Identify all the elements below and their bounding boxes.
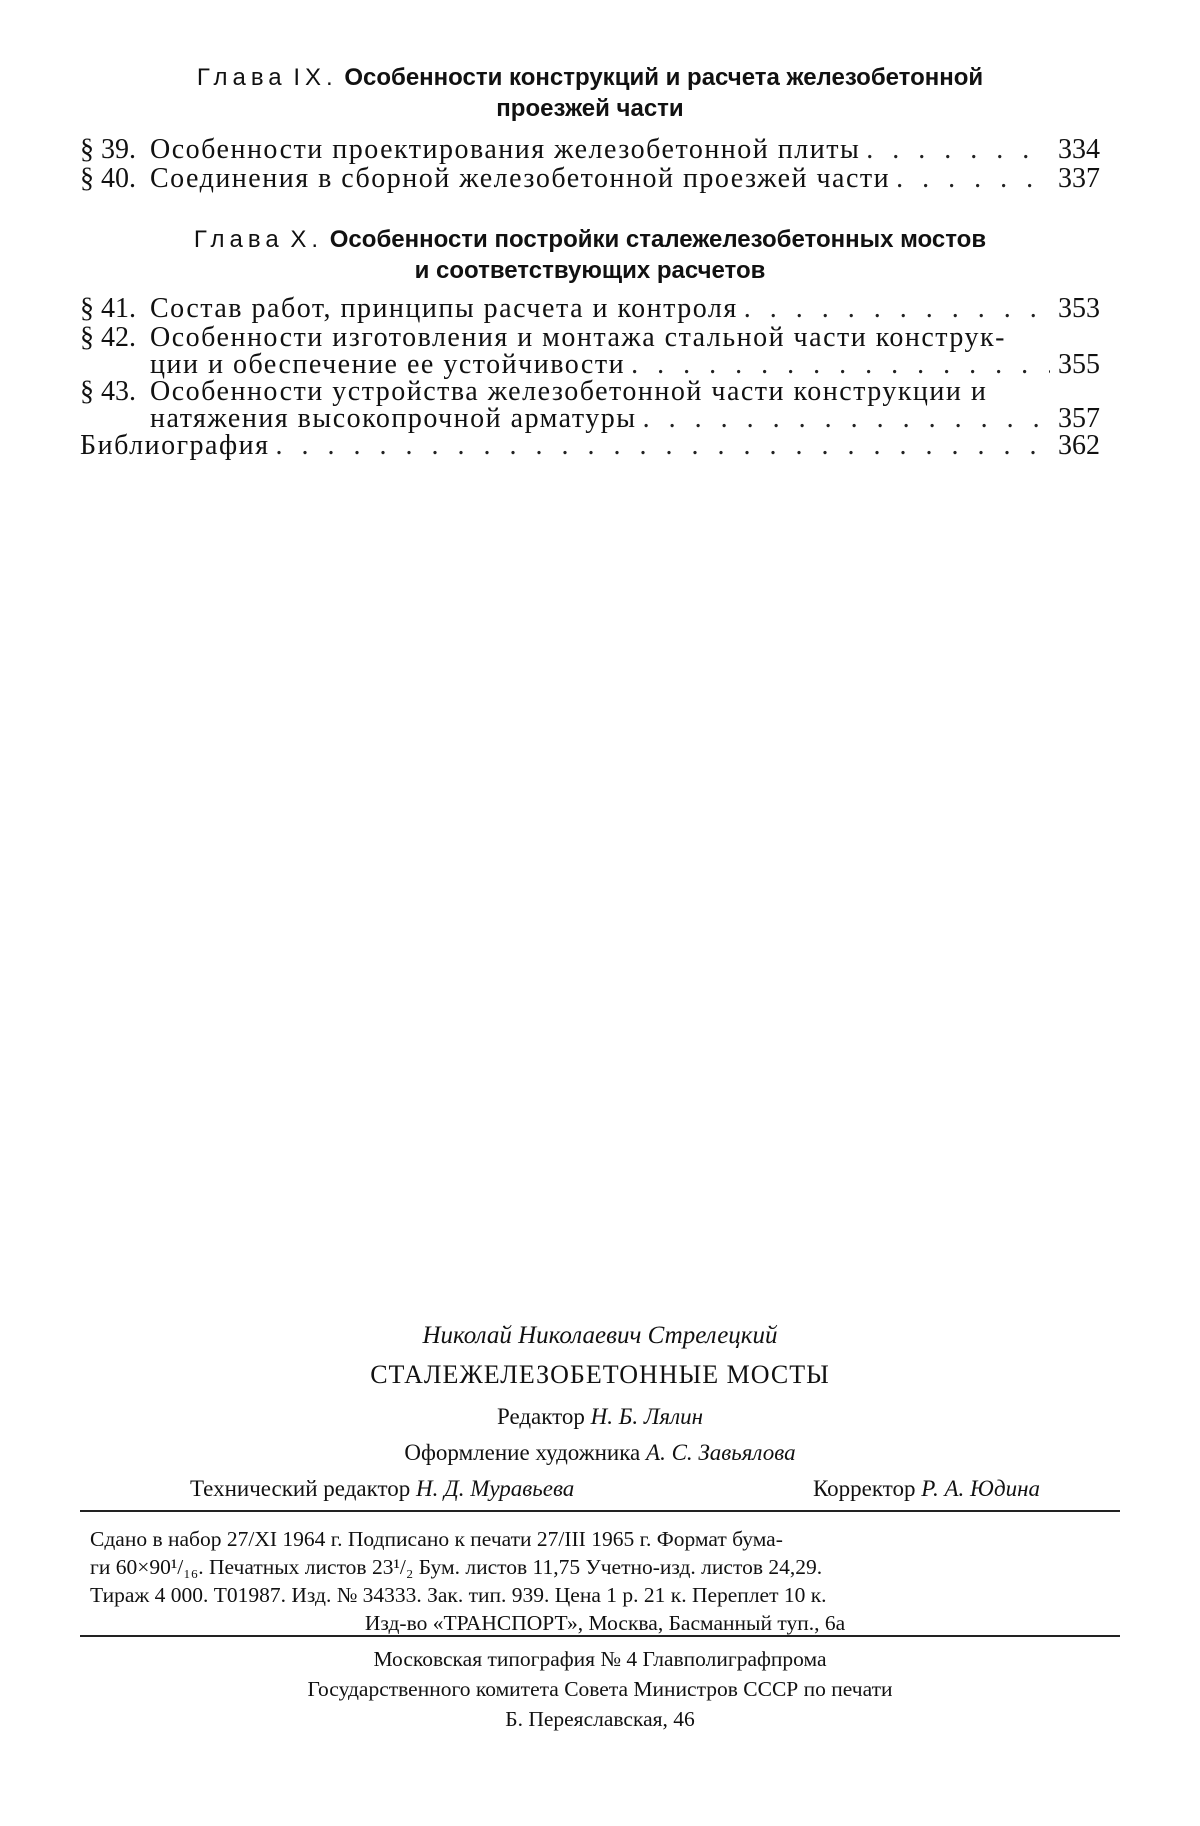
chapter-label: Глава <box>196 64 287 91</box>
tech-editor-label: Технический редактор <box>190 1476 411 1501</box>
editor-name: Н. Б. Лялин <box>590 1404 704 1429</box>
bibliography-title: Библиография <box>80 430 270 461</box>
author-name: Николай Николаевич Стрелецкий <box>422 1322 778 1349</box>
dot-leader <box>270 432 1051 459</box>
tech-credits-row <box>190 1476 1040 1502</box>
section-title-line2: натяжения высокопрочной арматуры <box>150 403 637 434</box>
dot-leader <box>637 405 1050 432</box>
page-number: 355 <box>1058 349 1100 380</box>
section-number: § 40. <box>80 163 136 194</box>
corrector-label: Корректор <box>812 1476 916 1501</box>
printer-line: Б. Переяславская, 46 <box>505 1707 695 1731</box>
chapter-number: X. <box>290 226 324 253</box>
page-number: 362 <box>1058 430 1100 461</box>
imprint-block <box>90 1525 1120 1637</box>
section-number: § 39. <box>80 134 136 165</box>
chapter-9-heading <box>80 62 1100 124</box>
designer-name: А. С. Завьялова <box>646 1440 796 1465</box>
chapter-10-heading <box>80 224 1100 286</box>
chapter-title-line2: проезжей части <box>496 95 684 122</box>
chapter-number: IX. <box>293 64 338 91</box>
chapter-title-line1: Особенности конструкций и расчета железобетонной <box>344 64 984 91</box>
dot-leader <box>890 165 1050 192</box>
chapter-title-line1: Особенности постройки сталежелезобетонных мостов <box>329 226 987 253</box>
corrector-name: Р. А. Юдина <box>921 1476 1040 1501</box>
section-number: § 41. <box>80 293 136 324</box>
section-title: Особенности проектирования железобетонной плиты <box>150 134 861 165</box>
dot-leader <box>860 136 1050 163</box>
designer-credit <box>0 1440 1200 1466</box>
imprint-line: Сдано в набор 27/XI 1964 г. Подписано к печати 27/III 1965 г. Формат бума- <box>90 1527 783 1551</box>
tech-editor-name: Н. Д. Муравьева <box>415 1476 575 1501</box>
section-title: Состав работ, принципы расчета и контроля <box>150 293 738 324</box>
imprint-line: Тираж 4 000. Т01987. Изд. № 34333. Зак. тип. 939. Цена 1 р. 21 к. Переплет 10 к. <box>90 1583 827 1607</box>
section-number: § 42. <box>80 322 136 353</box>
toc-entry-42 <box>80 324 1100 378</box>
printer-line: Государственного комитета Совета Министров СССР по печати <box>307 1677 893 1701</box>
toc-entry-39 <box>80 136 1100 163</box>
editor-credit <box>0 1404 1200 1430</box>
divider-rule-bottom <box>80 1635 1120 1637</box>
page-number: 357 <box>1058 403 1100 434</box>
imprint-line: ги 60×90¹/₁₆. Печатных листов 23¹/₂ Бум. листов 11,75 Учетно-изд. листов 24,29. <box>90 1555 823 1579</box>
corrector-credit <box>813 1476 1040 1502</box>
toc-entry-40 <box>80 165 1100 192</box>
section-title-line2: ции и обеспечение ее устойчивости <box>150 349 626 380</box>
page-number: 334 <box>1058 134 1100 165</box>
printer-line: Московская типография № 4 Главполиграфпрома <box>373 1647 827 1671</box>
toc-entry-43 <box>80 378 1100 432</box>
toc-entry-bibliography <box>80 432 1100 459</box>
dot-leader <box>625 351 1050 378</box>
tech-editor-credit <box>190 1476 574 1502</box>
chapter-title-line2: и соответствующих расчетов <box>414 257 766 284</box>
printer-block <box>0 1644 1200 1734</box>
divider-rule-top <box>80 1510 1120 1512</box>
page-number: 337 <box>1058 163 1100 194</box>
dot-leader <box>738 295 1050 322</box>
book-title: СТАЛЕЖЕЛЕЗОБЕТОННЫЕ МОСТЫ <box>370 1360 830 1389</box>
section-title-line1: Особенности изготовления и монтажа стальной части конструк- <box>150 322 1006 353</box>
page-number: 353 <box>1058 293 1100 324</box>
section-title: Соединения в сборной железобетонной проезжей части <box>150 163 891 194</box>
editor-label: Редактор <box>496 1404 585 1429</box>
section-number: § 43. <box>80 376 136 407</box>
chapter-label: Глава <box>193 226 284 253</box>
designer-label: Оформление художника <box>404 1440 641 1465</box>
toc-entry-41 <box>80 295 1100 322</box>
section-title-line1: Особенности устройства железобетонной части конструкции и <box>150 376 988 407</box>
imprint-line: Изд-во «ТРАНСПОРТ», Москва, Басманный туп., 6а <box>364 1611 846 1635</box>
